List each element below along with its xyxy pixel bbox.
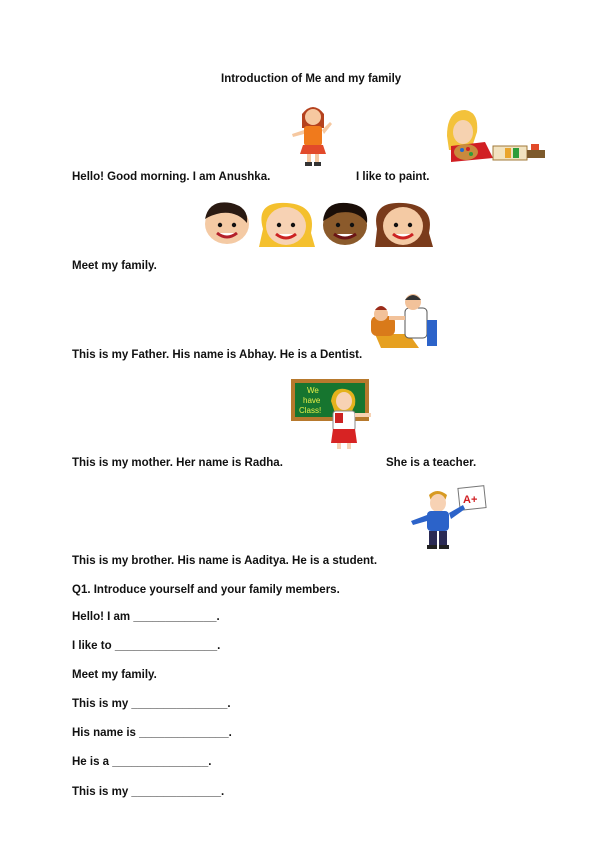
family-faces-illustration [197,199,440,251]
blank-line-1: Hello! I am _____________. [72,611,220,623]
student-boy-illustration [407,485,489,551]
blank-line-2: I like to ________________. [72,640,221,652]
grade-card-text: A+ [463,494,478,506]
meet-family-line: Meet my family. [72,260,157,272]
blank-line-4: This is my _______________. [72,698,231,710]
question-line: Q1. Introduce yourself and your family members. [72,584,340,596]
teacher-chalkboard-illustration [289,377,381,451]
chalkboard-text-1: We [307,386,319,395]
intro-line: Hello! Good morning. I am Anushka. [72,171,271,183]
mother-line: This is my mother. Her name is Radha. [72,457,283,469]
blank-line-3: Meet my family. [72,669,157,681]
girl-painting-illustration [441,106,549,166]
chalkboard-text-3: Class! [299,406,322,415]
blank-line-7: This is my ______________. [72,786,225,798]
teacher-line: She is a teacher. [386,457,477,469]
blank-line-5: His name is ______________. [72,727,232,739]
brother-line: This is my brother. His name is Aaditya. He is a student. [72,555,378,567]
page-title: Introduction of Me and my family [221,73,402,85]
paint-line: I like to paint. [356,171,430,183]
girl-waving-illustration [283,100,343,170]
dentist-illustration [369,290,441,352]
chalkboard-text-2: have [303,396,321,405]
father-line: This is my Father. His name is Abhay. He is a Dentist. [72,349,363,361]
blank-line-6: He is a _______________. [72,756,212,768]
